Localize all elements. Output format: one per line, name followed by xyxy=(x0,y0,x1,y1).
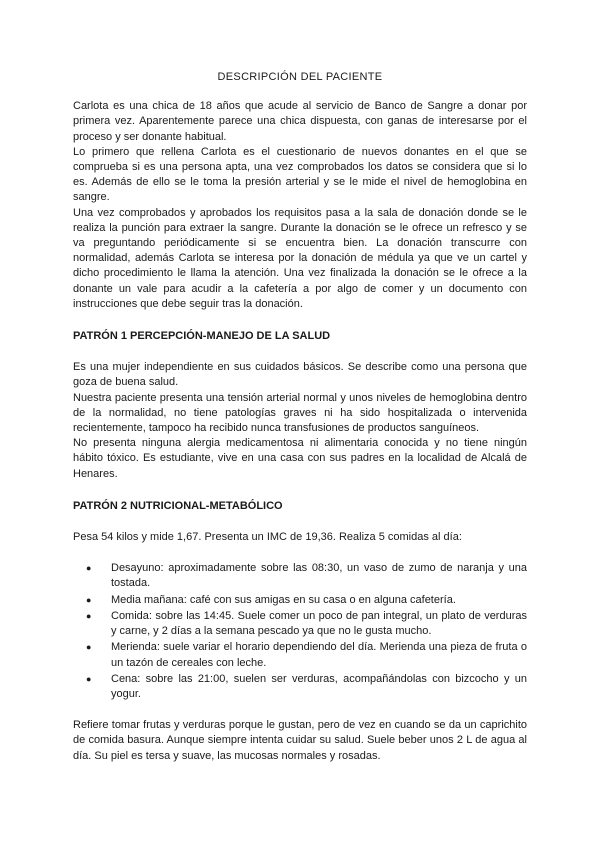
page-title: DESCRIPCIÓN DEL PACIENTE xyxy=(217,71,383,83)
section2-closing: Refiere tomar frutas y verduras porque le gustan, pero de vez en cuando se da un caprichito de comida basura. Aunque siempre intenta cuidar su salud. Suele beber unos 2 L de agua al día. Su piel es tersa y suave, las mucosas normales y rosadas. xyxy=(73,719,527,762)
bullet-icon: ● xyxy=(86,563,92,574)
bullet-icon: ● xyxy=(86,610,92,621)
meal-text: Desayuno: aproximadamente sobre las 08:30, un vaso de zumo de naranja y una tostada. xyxy=(111,562,527,590)
intro-paragraph: Carlota es una chica de 18 años que acude al servicio de Banco de Sangre a donar por primera vez. Aparentemente parece una chica dispuesta, con ganas de interesarse por el proceso y ser donante habitual. xyxy=(73,100,527,143)
section1-paragraph: No presenta ninguna alergia medicamentosa ni alimentaria conocida y no tiene ningún hábito tóxico. Es estudiante, vive en una casa con sus padres en la localidad de Alcalá de Henares. xyxy=(73,437,527,480)
meal-text: Cena: sobre las 21:00, suelen ser verduras, acompañándolas con bizcocho y un yogur. xyxy=(111,672,527,700)
bullet-icon: ● xyxy=(86,642,92,653)
section1-paragraph: Nuestra paciente presenta una tensión arterial normal y unos niveles de hemoglobina dentro de la normalidad, no tiene patologías graves ni ha sido hospitalizada o intervenida recientemente, tampoco ha recibido nunca transfusiones de productos sanguíneos. xyxy=(73,391,527,435)
list-item xyxy=(73,672,527,702)
bullet-icon: ● xyxy=(86,594,92,605)
section2-intro: Pesa 54 kilos y mide 1,67. Presenta un IMC de 19,36. Realiza 5 comidas al día: xyxy=(73,531,462,544)
bullet-icon: ● xyxy=(86,673,92,684)
meal-text: Media mañana: café con sus amigas en su casa o en alguna cafetería. xyxy=(111,593,456,606)
section-heading-patron-1: PATRÓN 1 PERCEPCIÓN-MANEJO DE LA SALUD xyxy=(73,330,331,343)
list-item xyxy=(73,561,527,591)
list-item xyxy=(73,609,527,639)
meal-text: Comida: sobre las 14:45. Suele comer un poco de pan integral, un plato de verduras y carne, y 2 días a la semana pescado ya que no le gusta mucho. xyxy=(111,609,527,638)
intro-paragraph: Lo primero que rellena Carlota es el cuestionario de nuevos donantes en el que se comprueba si es una persona apta, una vez comprobados los datos se considera que si lo es. Además de ello se le toma la presión arterial y se le mide el nivel de hemoglobina en sangre. xyxy=(73,145,527,204)
meal-text: Merienda: suele variar el horario dependiendo del día. Merienda una pieza de fruta o un tazón de cereales con leche. xyxy=(111,641,527,669)
list-item xyxy=(73,640,527,670)
list-item xyxy=(73,593,527,608)
intro-paragraph: Una vez comprobados y aprobados los requisitos pasa a la sala de donación donde se le realiza la punción para extraer la sangre. Durante la donación se le ofrece un refresco y se va preguntando periódicamente si se encuentra bien. La donación transcurre con normalidad, además Carlota se interesa por la donación de médula ya que ve un cartel y dicho procedimiento le llama la atención. Una vez finalizada la donación se le ofrece a la donante un vale para acudir a la cafetería a por algo de comer y un documento con instrucciones que debe seguir tras la donación. xyxy=(73,206,527,310)
section1-paragraph: Es una mujer independiente en sus cuidados básicos. Se describe como una persona que goza de buena salud. xyxy=(73,361,527,389)
section-heading-patron-2: PATRÓN 2 NUTRICIONAL-METABÓLICO xyxy=(73,499,283,512)
meals-list xyxy=(73,561,527,702)
